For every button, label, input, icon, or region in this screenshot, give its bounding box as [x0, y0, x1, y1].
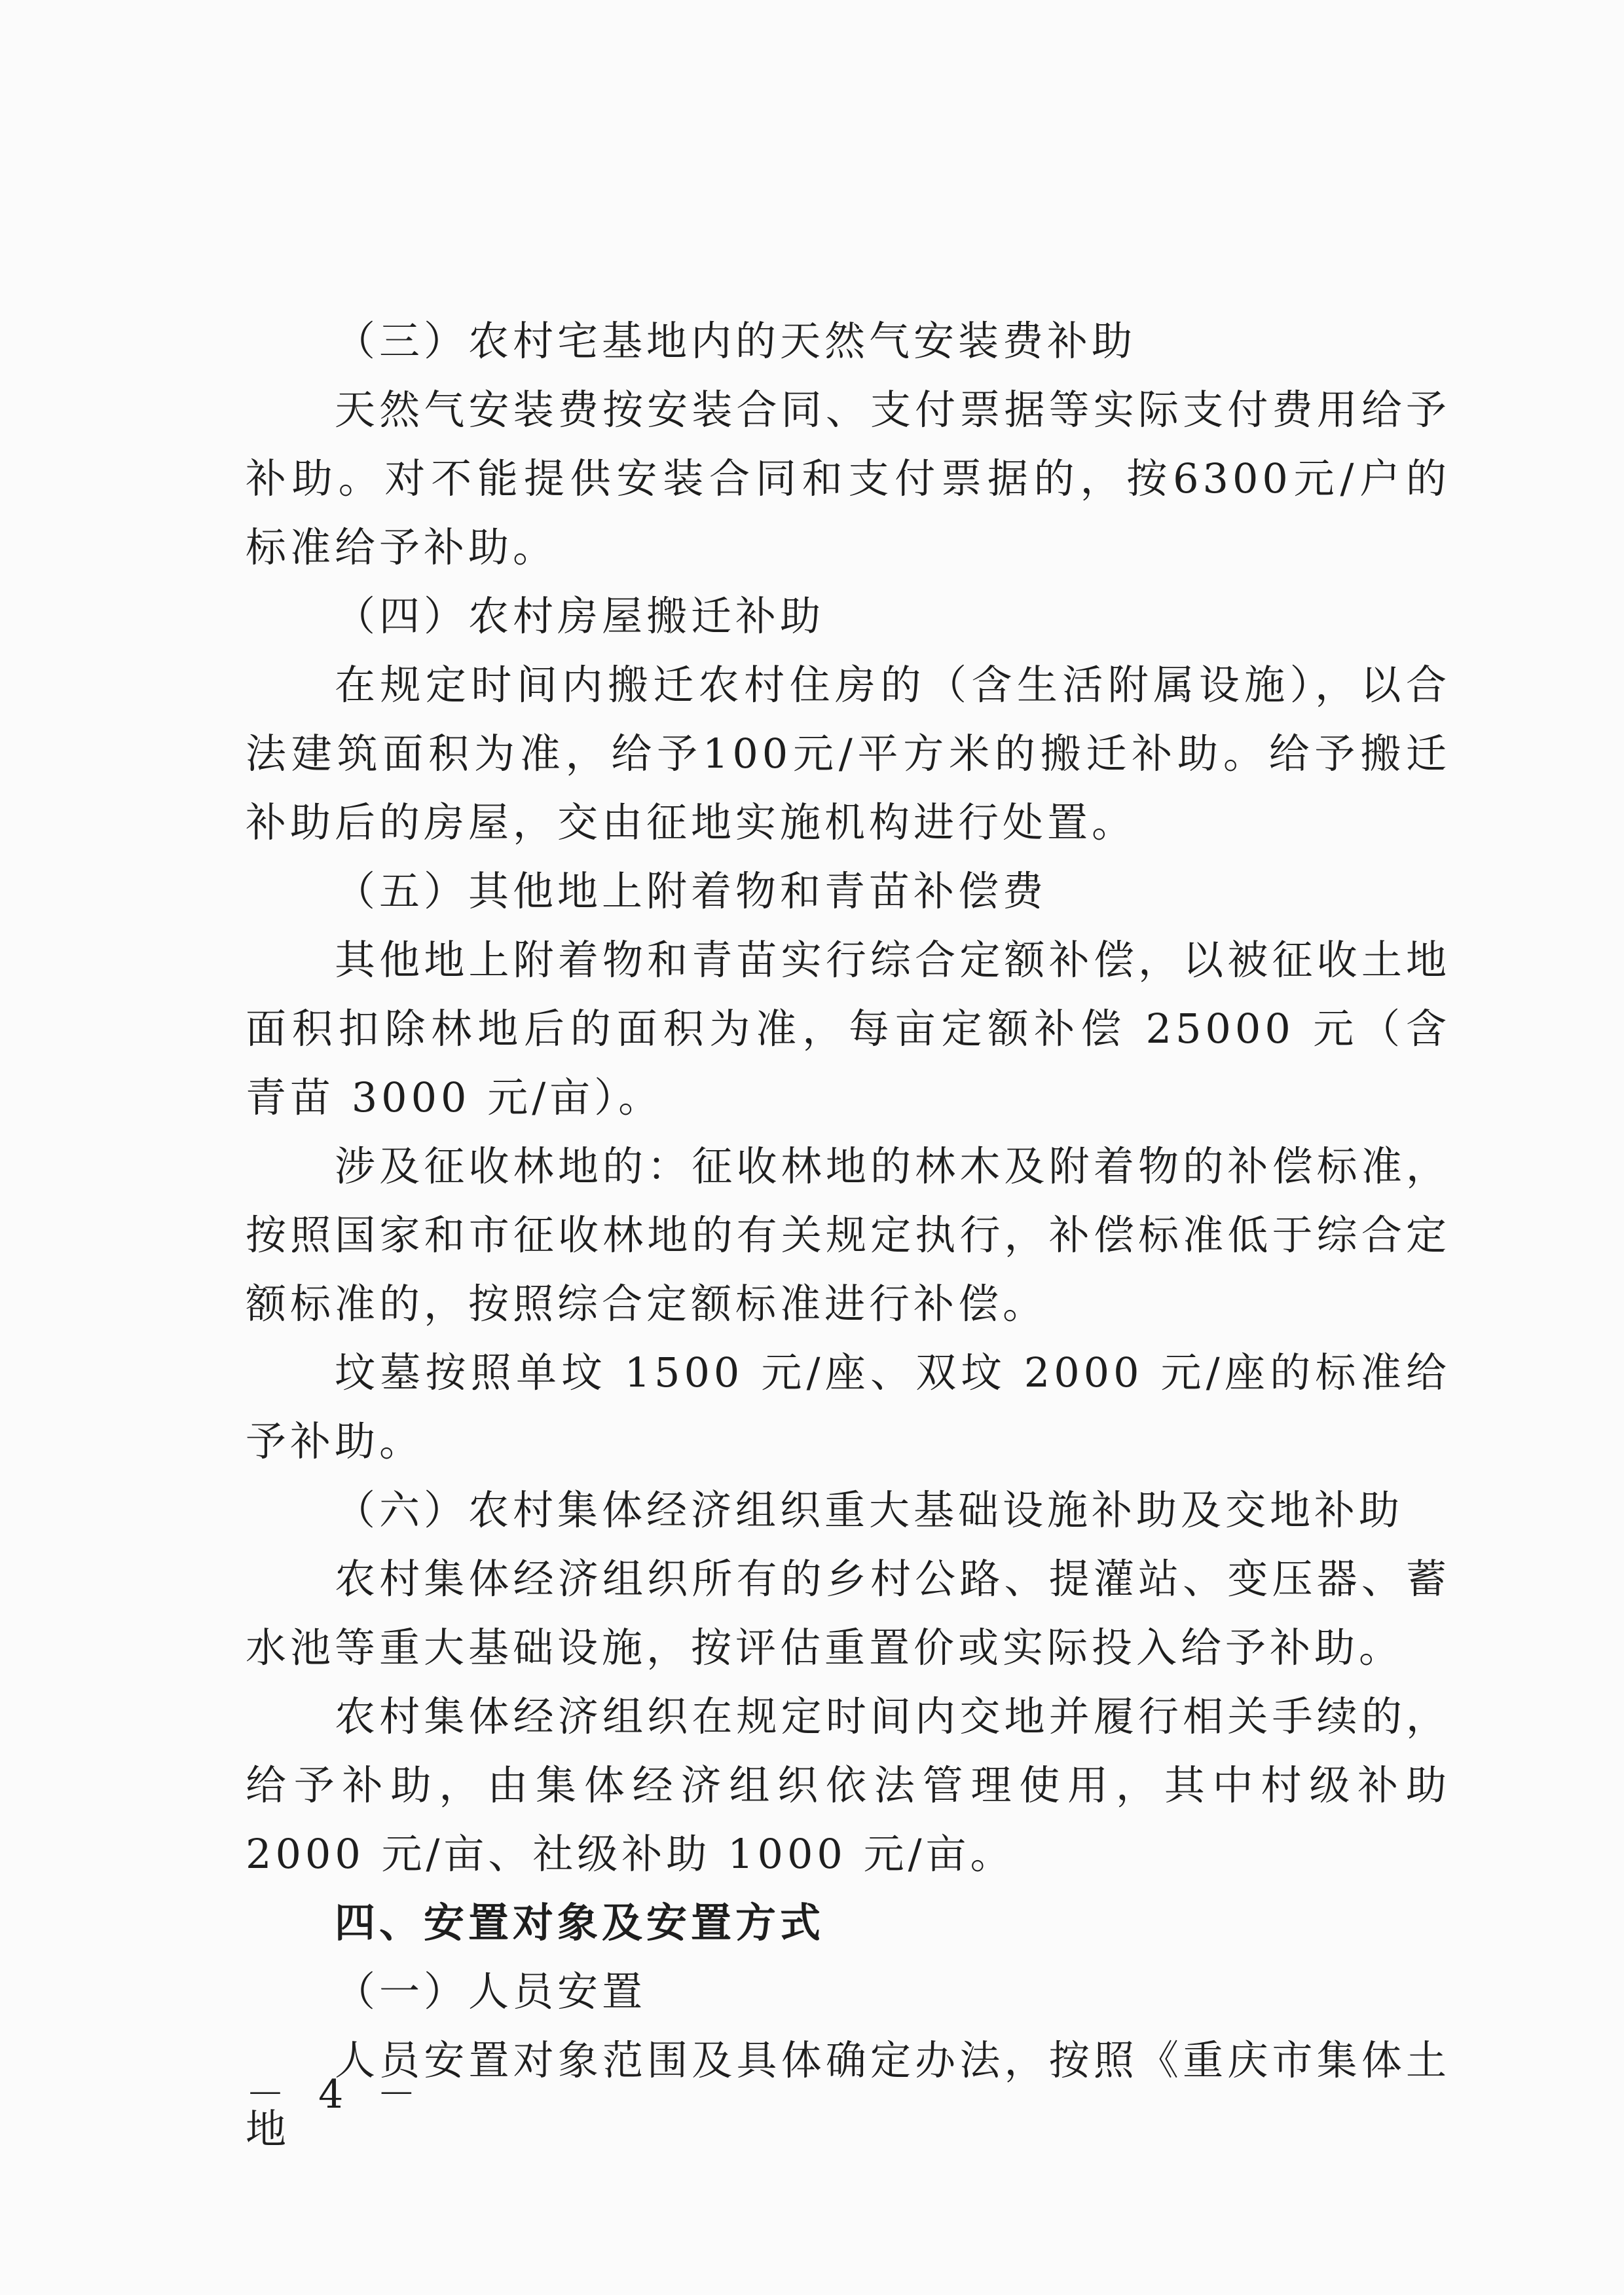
document-body [246, 307, 1450, 2163]
section-heading-resettlement: 四、安置对象及安置方式 [335, 1899, 825, 1947]
paragraph-natural-gas-subsidy: 天然气安装费按安装合同、支付票据等实际支付费用给予补助。对不能提供安装合同和支付票据的，按6300元/户的标准给予补助。 [246, 386, 1450, 571]
subheading-attachments-crops-compensation: （五）其他地上附着物和青苗补偿费 [335, 867, 1048, 915]
paragraph-forest-land: 涉及征收林地的：征收林地的林木及附着物的补偿标准，按照国家和市征收林地的有关规定执行，补偿标准低于综合定额标准的，按照综合定额标准进行补偿。 [246, 1142, 1450, 1328]
subheading-collective-infrastructure-subsidy: （六）农村集体经济组织重大基础设施补助及交地补助 [335, 1486, 1404, 1534]
paragraph-infrastructure-subsidy: 农村集体经济组织所有的乡村公路、提灌站、变压器、蓄水池等重大基础设施，按评估重置价或实际投入给予补助。 [246, 1555, 1450, 1671]
paragraph-land-handover-subsidy: 农村集体经济组织在规定时间内交地并履行相关手续的，给予补助，由集体经济组织依法管理使用，其中村级补助 2000 元/亩、社级补助 1000 元/亩。 [246, 1692, 1450, 1878]
paragraph-attachments-crops-compensation: 其他地上附着物和青苗实行综合定额补偿，以被征收土地面积扣除林地后的面积为准，每亩定额补偿 25000 元（含青苗 3000 元/亩）。 [246, 936, 1450, 1121]
paragraph-personnel-resettlement: 人员安置对象范围及具体确定办法，按照《重庆市集体土地 [246, 2036, 1450, 2153]
page-number: － 4 － [246, 2072, 427, 2118]
subheading-natural-gas-subsidy: （三）农村宅基地内的天然气安装费补助 [335, 317, 1137, 365]
paragraph-graves: 坟墓按照单坟 1500 元/座、双坟 2000 元/座的标准给予补助。 [246, 1349, 1450, 1465]
paragraph-house-relocation-subsidy: 在规定时间内搬迁农村住房的（含生活附属设施），以合法建筑面积为准，给予100元/平方米的搬迁补助。给予搬迁补助后的房屋，交由征地实施机构进行处置。 [246, 661, 1450, 846]
subheading-house-relocation-subsidy: （四）农村房屋搬迁补助 [335, 592, 825, 640]
subheading-personnel-resettlement: （一）人员安置 [335, 1968, 647, 2015]
